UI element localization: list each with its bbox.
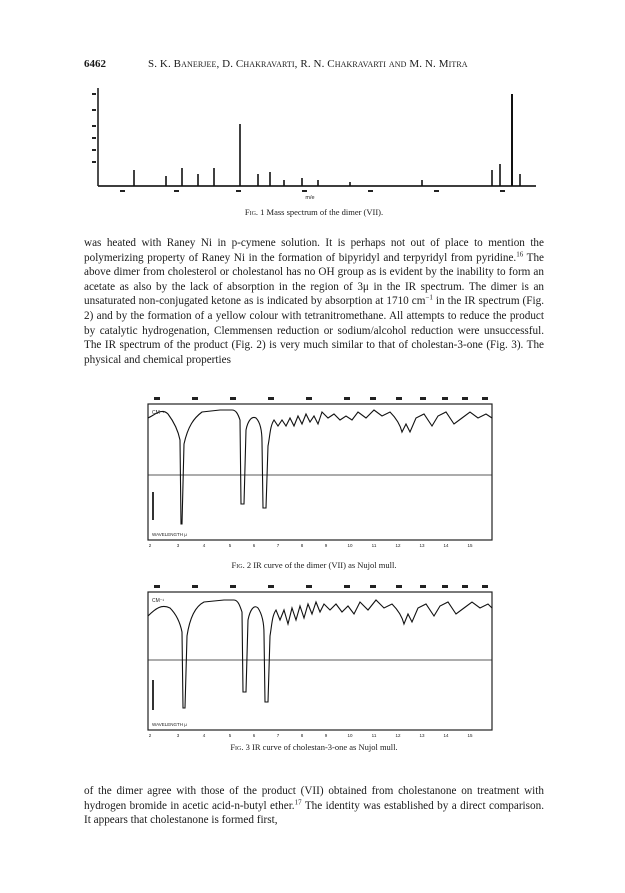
- fig2-spectrum-trace: [148, 410, 492, 524]
- paragraph-1: [84, 236, 544, 367]
- fig2-tick-label: 11: [371, 543, 377, 548]
- reference-16: 16: [516, 249, 524, 258]
- fig3-top-ticks: [154, 585, 488, 588]
- fig2-tick-label: 12: [395, 543, 401, 548]
- paragraph-1-part-3: in the IR spectrum (Fig. 2) and by the formation of a yellow colour with tetranitromethane. All attempts to reduce the product by catalytic hydrogenation, Clemmensen reduction or sodium/alcohol reduction were unsuccessful. The IR spectrum of the product (Fig. 2) is very much similar to that of cholestan-3-one (Fig. 3). The physical and chemical properties: [84, 295, 544, 366]
- fig3-tick-label: 13: [419, 733, 425, 738]
- fig2-tick-label: 10: [347, 543, 353, 548]
- fig1-x-ticks: [120, 190, 505, 192]
- fig2-tick-label: 14: [443, 543, 449, 548]
- fig2-tick-label: 8: [300, 543, 304, 548]
- fig3-tick-label: 7: [276, 733, 280, 738]
- paragraph-1-part-2: The above dimer from cholesterol or cholestanol has no OH group as is evident by the inability to form an acetate as also by the lack of absorption in the region of 3μ in the IR spectrum. The dimer is an unsaturated non-conjugated ketone as is indicated by absorption at 1710 cm: [84, 251, 544, 308]
- figure-3-ir-curve: [144, 584, 496, 738]
- fig3-tick-label: 6: [252, 733, 256, 738]
- fig2-tick-label: 15: [467, 543, 473, 548]
- fig1-peaks: [134, 94, 520, 186]
- fig2-axis-label: WAVELENGTH μ: [152, 532, 187, 537]
- fig2-tick-label: 4: [202, 543, 206, 548]
- fig2-tick-label: 13: [419, 543, 425, 548]
- fig3-caption-label: Fig. 3: [230, 742, 250, 752]
- fig3-corner-label: CM⁻¹: [152, 598, 165, 604]
- fig2-tick-label: 7: [276, 543, 280, 548]
- fig3-tick-label: 14: [443, 733, 449, 738]
- figure-1-caption: [84, 207, 544, 217]
- fig3-tick-label: 5: [228, 733, 232, 738]
- fig1-y-ticks: [92, 94, 96, 162]
- fig3-side-label-strip: [152, 680, 154, 710]
- fig2-caption-label: Fig. 2: [231, 560, 252, 570]
- fig2-side-label-strip: [152, 492, 154, 520]
- fig3-tick-label: 15: [467, 733, 473, 738]
- reference-17: 17: [294, 797, 302, 806]
- fig3-bottom-ticks: [149, 733, 473, 738]
- fig2-frame: [148, 404, 492, 540]
- fig2-tick-label: 2: [148, 543, 152, 548]
- author-line: S. K. Banerjee, D. Chakravarti, R. N. Chakravarti and M. N. Mitra: [148, 58, 468, 70]
- fig3-tick-label: 9: [324, 733, 328, 738]
- paragraph-2-part-2: The identity was established by a direct comparison. It appears that cholestanone is formed first,: [84, 799, 545, 827]
- fig3-tick-label: 11: [371, 733, 377, 738]
- figure-2-ir-curve: [144, 396, 496, 548]
- fig2-caption-text: IR curve of the dimer (VII) as Nujol mull.: [253, 560, 397, 570]
- fig3-spectrum-trace: [148, 600, 492, 708]
- fig2-tick-label: 9: [324, 543, 328, 548]
- fig3-tick-label: 8: [300, 733, 304, 738]
- fig3-tick-label: 3: [176, 733, 180, 738]
- fig2-tick-label: 5: [228, 543, 232, 548]
- figure-3-caption: [84, 742, 544, 752]
- fig3-tick-label: 12: [395, 733, 401, 738]
- fig1-caption-text: Mass spectrum of the dimer (VII).: [266, 207, 384, 217]
- figure-1-mass-spectrum: [88, 82, 540, 200]
- fig1-x-unit: m/e: [305, 195, 315, 200]
- fig1-caption-label: Fig. 1: [244, 207, 265, 217]
- fig2-bottom-ticks: [149, 543, 473, 548]
- fig2-corner-label: CM⁻¹: [152, 410, 165, 416]
- fig3-tick-label: 10: [347, 733, 353, 738]
- paragraph-2-part-1: of the dimer agree with those of the product (VII) obtained from cholestanone on treatment with hydrogen bromide in acetic acid-n-butyl ether.: [84, 785, 544, 812]
- paragraph-1-part-1: was heated with Raney Ni in p-cymene solution. It is perhaps not out of place to mention the polymerizing property of Raney Ni in the formation of bipyridyl and terpyridyl from pyridine.: [84, 237, 544, 264]
- fig3-tick-label: 2: [148, 733, 152, 738]
- paragraph-2: [84, 784, 544, 828]
- fig3-caption-text: IR curve of cholestan-3-one as Nujol mull.: [252, 742, 398, 752]
- fig2-top-ticks: [154, 397, 488, 400]
- fig2-tick-label: 6: [252, 543, 256, 548]
- fig3-tick-label: 4: [202, 733, 206, 738]
- running-header: [84, 58, 544, 72]
- fig2-tick-label: 3: [176, 543, 180, 548]
- figure-2-caption: [84, 560, 544, 570]
- page-number: 6462: [84, 58, 106, 70]
- fig3-axis-label: WAVELENGTH μ: [152, 722, 187, 727]
- wavenumber-unit-exponent: −1: [425, 293, 433, 302]
